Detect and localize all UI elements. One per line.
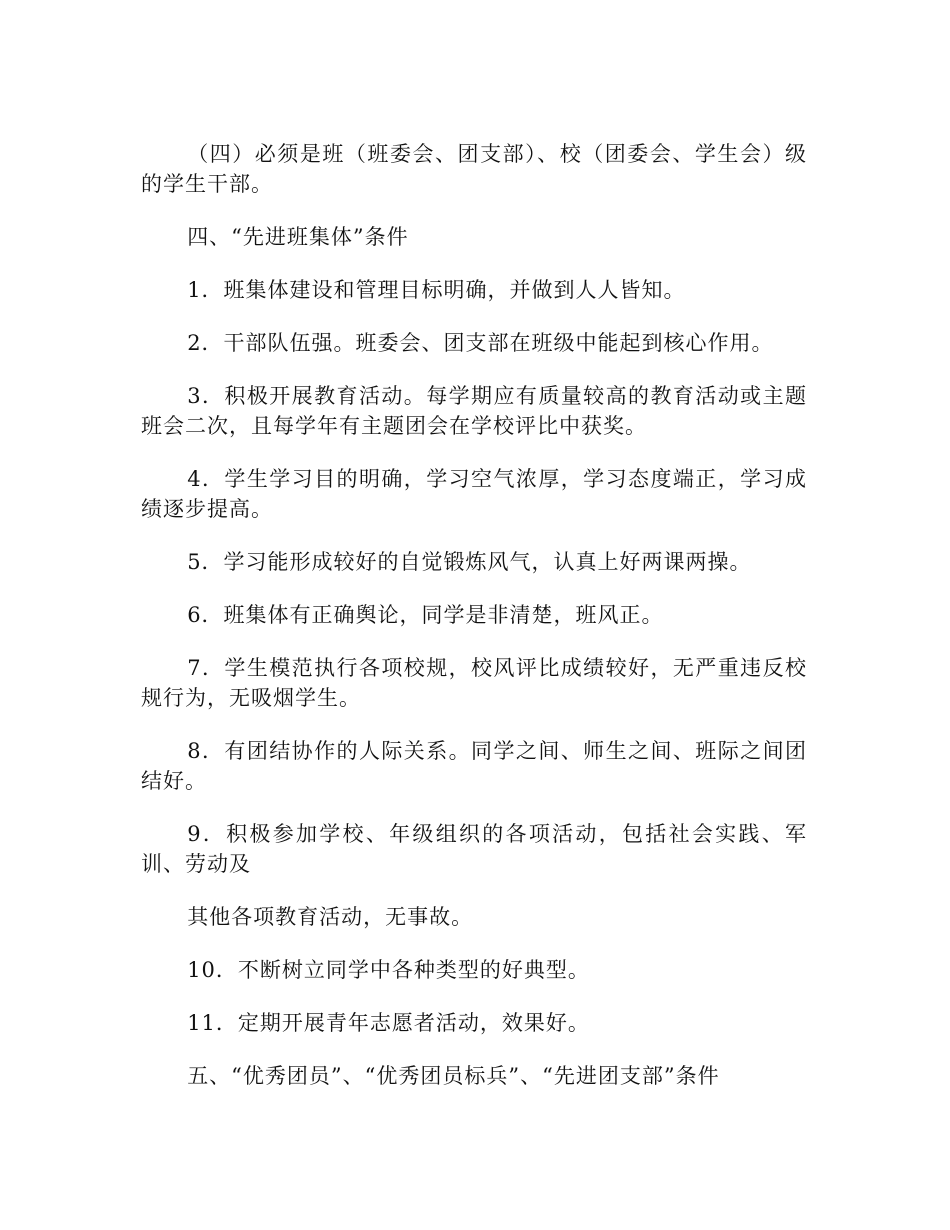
- list-item-9: 9．积极参加学校、年级组织的各项活动，包括社会实践、军训、劳动及: [141, 822, 807, 876]
- list-item-4: 4．学生学习目的明确，学习空气浓厚，学习态度端正，学习成绩逐步提高。: [141, 467, 807, 521]
- list-item-9-continued: 其他各项教育活动，无事故。: [187, 905, 474, 929]
- heading-advanced-class: 四、“先进班集体”条件: [187, 225, 409, 249]
- list-item-8: 8．有团结协作的人际关系。同学之间、师生之间、班际之间团结好。: [141, 739, 807, 793]
- list-item-11: 11．定期开展青年志愿者活动，效果好。: [187, 1011, 590, 1035]
- list-item-10: 10．不断树立同学中各种类型的好典型。: [187, 958, 590, 982]
- list-item-6: 6．班集体有正确舆论，同学是非清楚，班风正。: [187, 603, 664, 627]
- list-item-1: 1．班集体建设和管理目标明确，并做到人人皆知。: [187, 278, 686, 302]
- paragraph-student-cadre: （四）必须是班（班委会、团支部）、校（团委会、学生会）级的学生干部。: [141, 142, 807, 196]
- list-item-2: 2．干部队伍强。班委会、团支部在班级中能起到核心作用。: [187, 331, 774, 355]
- list-item-5: 5．学习能形成较好的自觉锻炼风气，认真上好两课两操。: [187, 550, 752, 574]
- heading-excellent-members: 五、“优秀团员”、“优秀团员标兵”、“先进团支部”条件: [187, 1064, 720, 1088]
- list-item-3: 3．积极开展教育活动。每学期应有质量较高的教育活动或主题班会二次，且每学年有主题团会在学校评比中获奖。: [141, 384, 807, 438]
- list-item-7: 7．学生模范执行各项校规，校风评比成绩较好，无严重违反校规行为，无吸烟学生。: [141, 656, 807, 710]
- document-body: [141, 139, 807, 1091]
